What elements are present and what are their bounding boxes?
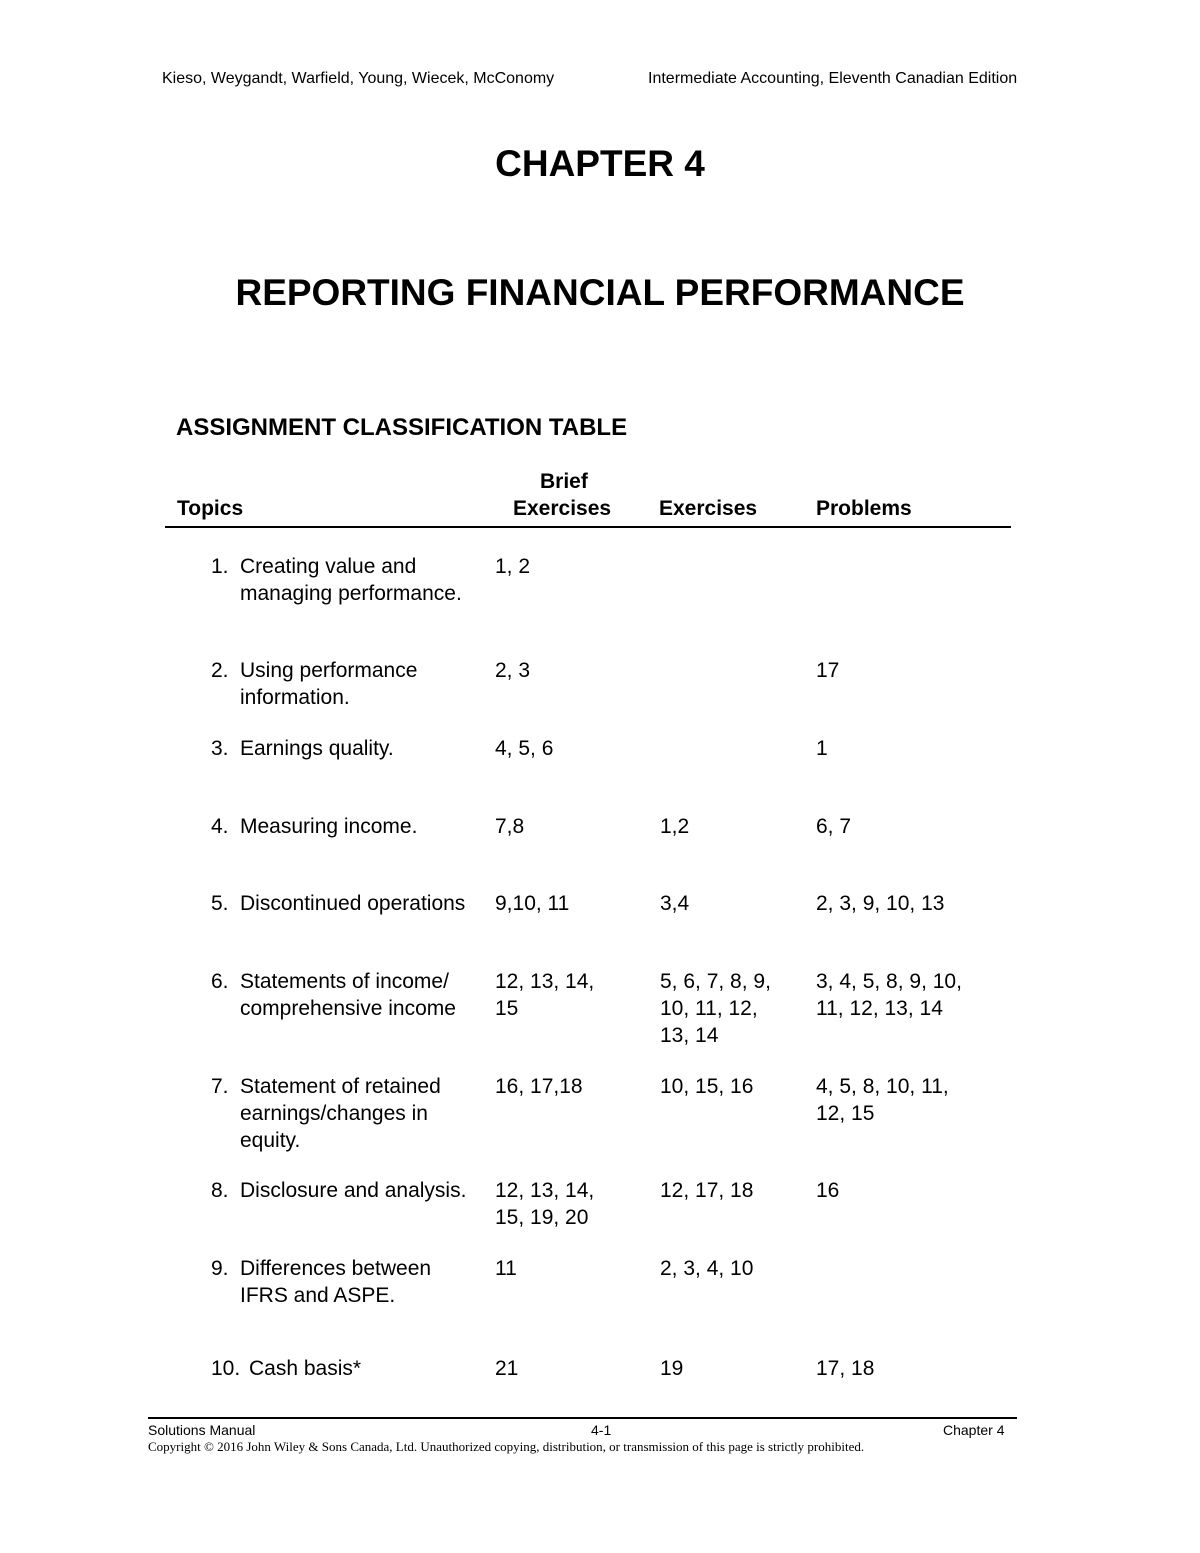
row-number: 6. (211, 970, 229, 993)
row-brief-exercises: 4, 5, 6 (495, 737, 554, 760)
row-brief-exercises: 11 (495, 1257, 517, 1280)
row-problems: 3, 4, 5, 8, 9, 10, 11, 12, 13, 14 (816, 970, 962, 1020)
column-header-brief-line2: Exercises (513, 497, 612, 520)
header-authors: Kieso, Weygandt, Warfield, Young, Wiecek, McConomy (162, 70, 555, 87)
row-topic: Measuring income. (240, 815, 418, 838)
row-problems: 4, 5, 8, 10, 11, 12, 15 (816, 1075, 949, 1125)
row-brief-exercises: 12, 13, 14, 15 (495, 970, 595, 1020)
row-topic: Creating value and managing performance. (240, 555, 462, 605)
row-problems: 1 (816, 737, 828, 760)
row-problems: 17 (816, 659, 840, 682)
row-topic: Statements of income/ comprehensive income (240, 970, 456, 1020)
column-header-exercises: Exercises (659, 497, 758, 520)
row-exercises: 10, 15, 16 (660, 1075, 754, 1098)
row-problems: 17, 18 (816, 1357, 875, 1380)
column-header-brief-line1: Brief (540, 470, 588, 493)
footer-page-number: 4-1 (591, 1422, 612, 1438)
row-brief-exercises: 9,10, 11 (495, 892, 570, 915)
row-exercises: 12, 17, 18 (660, 1179, 754, 1202)
row-problems: 16 (816, 1179, 840, 1202)
column-header-topics: Topics (177, 497, 244, 520)
row-exercises: 1,2 (660, 815, 690, 838)
copyright-notice: Copyright © 2016 John Wiley & Sons Canada, Ltd. Unauthorized copying, distribution, or transmission of this page is strictly prohibited. (148, 1439, 865, 1454)
row-brief-exercises: 1, 2 (495, 555, 531, 578)
footer-manual-name: Solutions Manual (148, 1422, 256, 1438)
footer-divider (148, 1417, 1017, 1419)
header-book-title: Intermediate Accounting, Eleventh Canadian Edition (648, 70, 1018, 87)
row-number: 4. (211, 815, 229, 838)
chapter-title: CHAPTER 4 (495, 143, 705, 184)
column-header-problems: Problems (816, 497, 912, 520)
row-exercises: 5, 6, 7, 8, 9, 10, 11, 12, 13, 14 (660, 970, 771, 1047)
row-topic: Using performance information. (240, 659, 418, 709)
row-number: 10. (211, 1357, 241, 1380)
row-brief-exercises: 7,8 (495, 815, 525, 838)
row-exercises: 2, 3, 4, 10 (660, 1257, 754, 1280)
row-topic: Earnings quality. (240, 737, 394, 760)
footer-chapter: Chapter 4 (943, 1422, 1005, 1438)
row-topic: Statement of retained earnings/changes in equity. (240, 1075, 441, 1152)
section-title: ASSIGNMENT CLASSIFICATION TABLE (176, 414, 628, 441)
row-topic: Discontinued operations (240, 892, 466, 915)
row-topic: Disclosure and analysis. (240, 1179, 467, 1202)
row-number: 9. (211, 1257, 229, 1280)
row-topic: Cash basis* (249, 1357, 362, 1380)
row-brief-exercises: 12, 13, 14, 15, 19, 20 (495, 1179, 595, 1229)
row-exercises: 3,4 (660, 892, 690, 915)
row-number: 7. (211, 1075, 229, 1098)
row-topic: Differences between IFRS and ASPE. (240, 1257, 432, 1307)
row-number: 8. (211, 1179, 229, 1202)
row-problems: 2, 3, 9, 10, 13 (816, 892, 945, 915)
row-number: 5. (211, 892, 229, 915)
header-divider (165, 526, 1011, 528)
row-brief-exercises: 21 (495, 1357, 519, 1380)
row-number: 2. (211, 659, 229, 682)
row-brief-exercises: 2, 3 (495, 659, 531, 682)
row-number: 3. (211, 737, 229, 760)
chapter-subtitle: REPORTING FINANCIAL PERFORMANCE (235, 272, 965, 313)
row-brief-exercises: 16, 17,18 (495, 1075, 583, 1098)
row-problems: 6, 7 (816, 815, 852, 838)
row-exercises: 19 (660, 1357, 684, 1380)
row-number: 1. (211, 555, 229, 578)
